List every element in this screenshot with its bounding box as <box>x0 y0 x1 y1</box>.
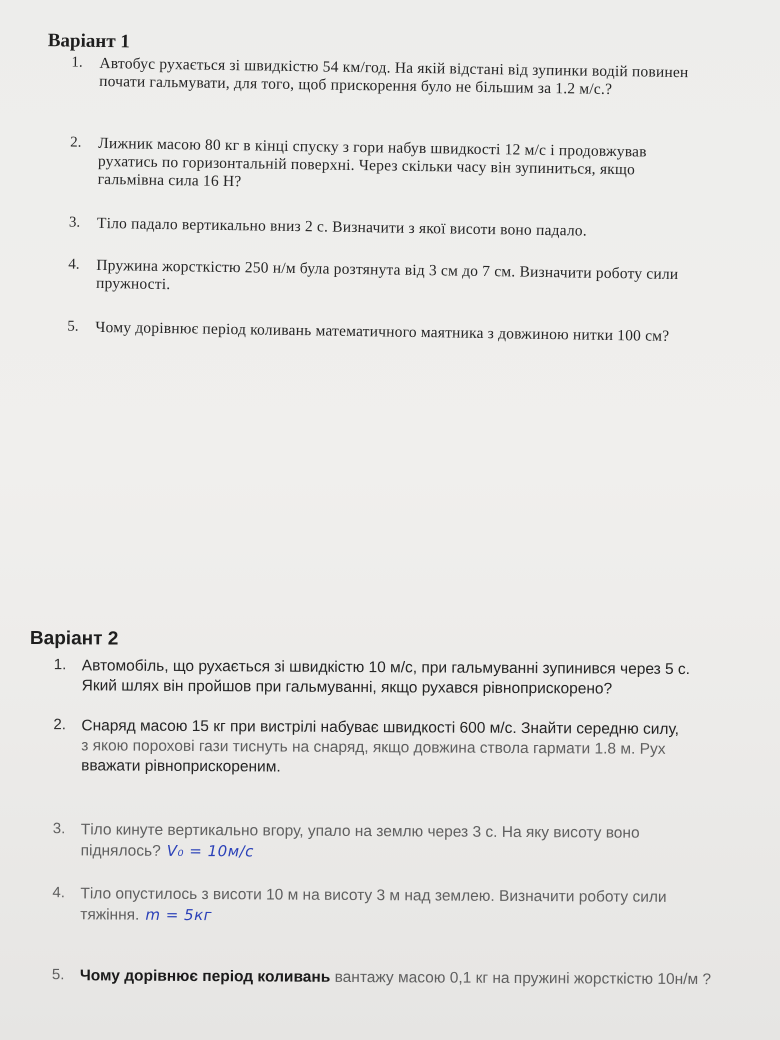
variant-1-section <box>0 29 780 345</box>
task-text-bold: Чому дорівнює період коливань <box>79 967 331 986</box>
task-text <box>81 820 721 865</box>
task-text: Чому дорівнює період коливань математичного маятника з довжиною нитки 100 см? <box>95 318 670 345</box>
task-text-body: вантажу масою 0,1 кг на пружині жорсткістю 10н/м ? <box>330 968 712 989</box>
task-text: Пружина жорсткістю 250 н/м була розтянута від 3 см до 7 см. Визначити роботу сили пружності. <box>95 256 679 294</box>
task-number: 4. <box>52 884 65 902</box>
task-text: Автобус рухається зі швидкістю 54 км/год. На якій відстані від зупинки водій повинен почати гальмувати, для того, щоб прискорення було не більшим за 1.2 м/с.? <box>99 54 689 98</box>
task-number: 2. <box>70 134 82 151</box>
task-number: 3. <box>68 214 81 231</box>
task-number: 5. <box>51 966 65 984</box>
task-number: 1. <box>53 656 67 674</box>
task-number: 1. <box>71 54 83 71</box>
task-text <box>80 966 720 990</box>
task-number: 3. <box>52 820 66 838</box>
variant-1-title: Варіант 1 <box>47 30 131 53</box>
handwritten-note: m = 5кг <box>145 905 213 925</box>
task-text-line: вважати рівноприскореним. <box>81 757 281 776</box>
task-text <box>80 884 720 929</box>
task-text-body: Тіло кинуте вертикально вгору, упало на землю через 3 с. На яку висоту воно піднялось? <box>80 821 640 860</box>
task-number: 2. <box>53 716 66 734</box>
task-number: 4. <box>68 256 80 273</box>
task-text-line: з якою порохові гази тиснуть на снаряд, якщо довжина ствола гармати 1.8 м. Рух <box>81 737 666 758</box>
task-number: 5. <box>67 318 79 335</box>
task-text-body: Тіло опустилось з висоти 10 м на висоту 3 м над землею. Визначити роботу сили тяжіння. <box>80 885 667 924</box>
task-text: Лижник масою 80 кг в кінці спуску з гори набув швидкості 12 м/с і продовжував рухатись по горизонтальній поверхні. Через скільки часу він зупиниться, якщо гальмівна сила 16 Н? <box>97 134 647 191</box>
task-text-line: Снаряд масою 15 кг при вистрілі набуває швидкості 600 м/с. Знайти середню силу, <box>81 717 680 738</box>
variant-2-title: Варіант 2 <box>29 628 119 650</box>
handwritten-note: V₀ = 10м/с <box>166 841 254 861</box>
variant-2-section <box>0 628 780 989</box>
task-text: Тіло падало вертикально вниз 2 с. Визначити з якої висоти воно падало. <box>96 214 587 240</box>
task-text: Автомобіль, що рухається зі швидкістю 10 м/с, при гальмуванні зупинився через 5 с. Який шлях він пройшов при гальмуванні, якщо рухався рівноприскорено? <box>81 657 691 698</box>
task-text <box>81 716 721 780</box>
